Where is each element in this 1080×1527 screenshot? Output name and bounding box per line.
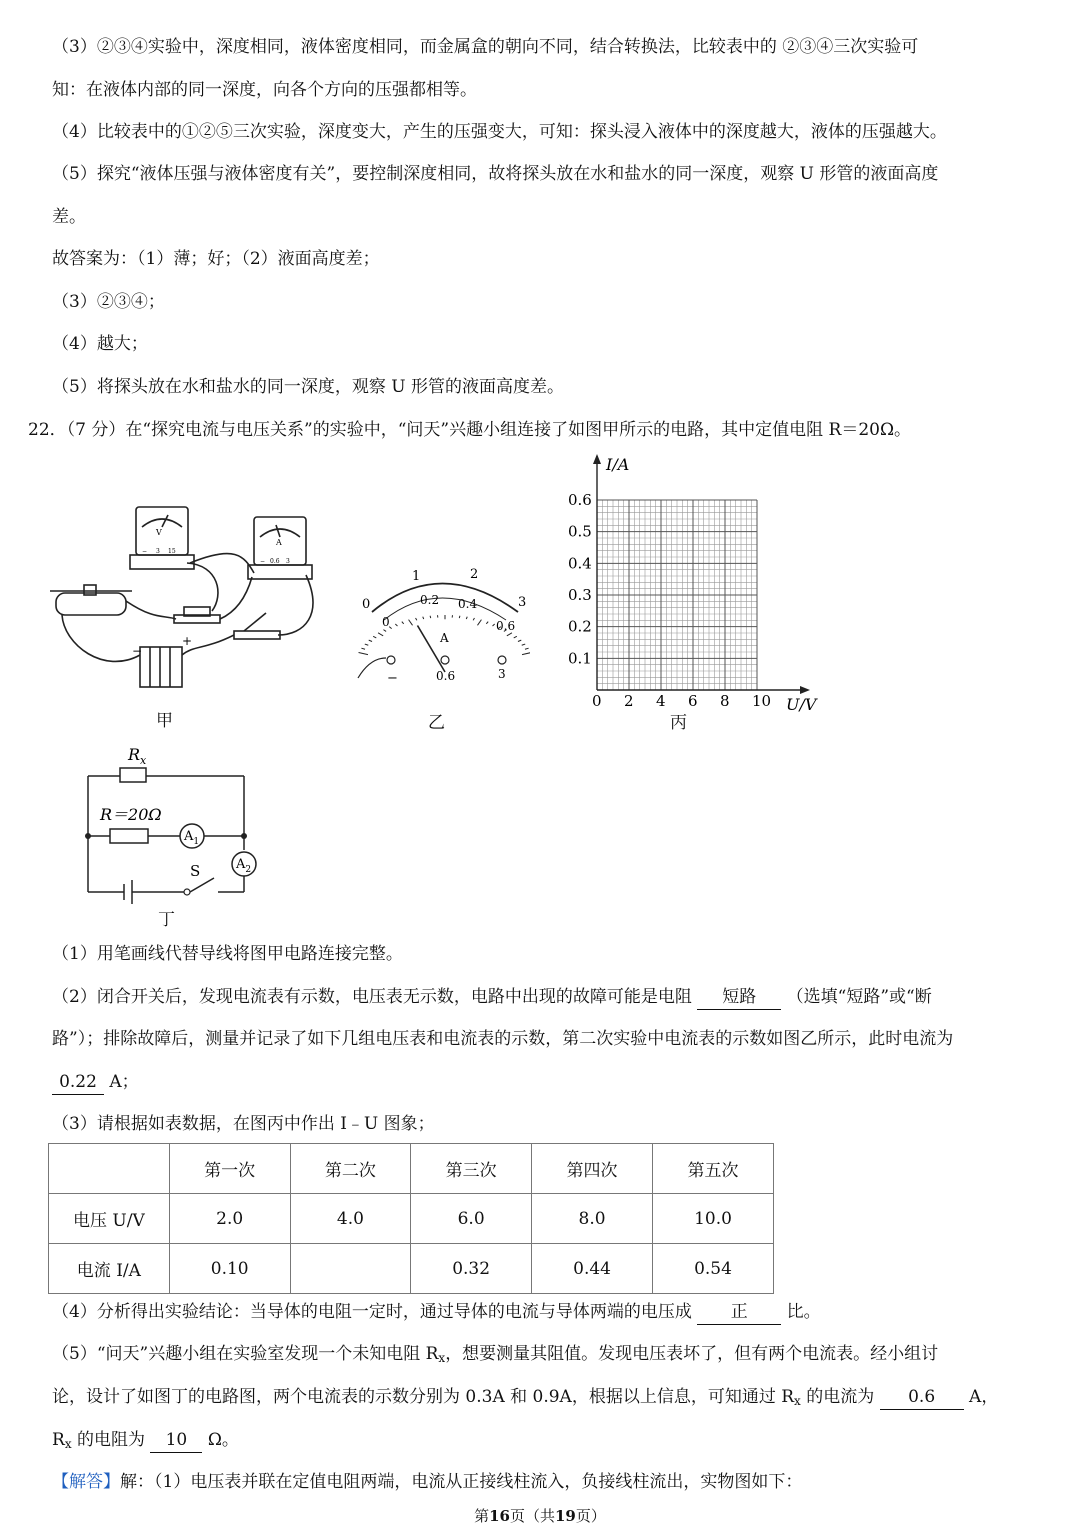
answer-3: （3）②③④； — [52, 292, 165, 312]
answer-blank-proportional: 正 — [697, 1300, 781, 1325]
dial-terminal: 0.6 — [436, 669, 456, 683]
current-page: 16 — [489, 1507, 510, 1525]
switch-label: S — [190, 862, 201, 880]
graph-xtick-label: 4 — [656, 692, 666, 710]
part-2-line-2: 路”）；排除故障后，测量并记录了如下几组电压表和电流表的示数，第二次实验中电流表的示数如图乙所示，此时电流为 — [52, 1029, 954, 1049]
table-cell: 4.0 — [290, 1194, 411, 1244]
dial-outer-label: 0 — [362, 597, 371, 612]
table-cell: 电压 U/V — [49, 1194, 170, 1244]
total-pages: 19 — [555, 1507, 576, 1525]
circuit-r-label: R＝20Ω — [100, 805, 162, 824]
table-cell — [49, 1144, 170, 1194]
figure-label-jia: 甲 — [156, 711, 173, 731]
graph-ytick-label: 0.5 — [568, 522, 592, 541]
answer-blank-current: 0.22 — [52, 1070, 104, 1095]
table-cell: 2.0 — [169, 1194, 290, 1244]
figure-ding-circuit-diagram — [80, 740, 270, 910]
page-footer: 第16页（共19页） — [474, 1507, 606, 1525]
solution-line: 【解答】解：（1）电压表并联在定值电阻两端，电流从正接线柱流入，负接线柱流出，实物图如下： — [52, 1472, 803, 1492]
graph-xtick-label: 6 — [688, 692, 698, 710]
table-cell: 0.10 — [169, 1244, 290, 1294]
graph-ytick-label: 0.3 — [568, 586, 592, 604]
answer-5: （5）将探头放在水和盐水的同一深度，观察 U 形管的液面高度差。 — [52, 377, 564, 397]
graph-xtick-label: 2 — [624, 692, 634, 710]
figure-bing-graph — [560, 450, 830, 712]
table-cell: 10.0 — [653, 1194, 774, 1244]
graph-xtick-label: 8 — [720, 692, 730, 710]
table-cell: 0.32 — [411, 1244, 532, 1294]
answer-blank-rx-resistance: 10 — [150, 1428, 202, 1453]
dial-outer-label: 1 — [412, 569, 421, 584]
text-line-3: （4）比较表中的①②⑤三次实验，深度变大，产生的压强变大，可知：探头浸入液体中的深度越大，液体的压强越大。 — [52, 122, 947, 142]
part-4: （4）分析得出实验结论：当导体的电阻一定时，通过导体的电流与导体两端的电压成 正 比。 — [52, 1300, 1056, 1325]
figure-label-bing: 丙 — [670, 713, 687, 733]
table-cell: 第五次 — [653, 1144, 774, 1194]
graph-ytick-label: 0.6 — [568, 491, 592, 509]
figure-label-ding: 丁 — [158, 910, 175, 930]
figure-yi-ammeter-dial — [350, 560, 530, 690]
table-cell: 0.44 — [532, 1244, 653, 1294]
table-cell: 第三次 — [411, 1144, 532, 1194]
ammeter-letter: A — [276, 538, 282, 547]
ammeter-terminal: 3 — [286, 558, 290, 565]
data-table — [48, 1143, 774, 1294]
answer-summary: 故答案为：（1）薄；好；（2）液面高度差； — [52, 249, 380, 269]
figure-jia-physical-circuit — [44, 505, 314, 695]
text-line-5: 差。 — [52, 207, 86, 227]
question-22: 22．（7 分）在“探究电流与电压关系”的实验中，“问天”兴趣小组连接了如图甲所示的电路，其中定值电阻 R＝20Ω。 — [28, 420, 912, 440]
table-cell: 电流 I/A — [49, 1244, 170, 1294]
graph-ytick-label: 0.2 — [568, 617, 592, 636]
table-row — [49, 1194, 774, 1244]
answer-4: （4）越大； — [52, 334, 148, 354]
part-3: （3）请根据如表数据，在图丙中作出 I﹣U 图象； — [52, 1114, 435, 1134]
table-cell: 第四次 — [532, 1144, 653, 1194]
dial-inner-label: 0.4 — [458, 597, 478, 611]
dial-inner-label: 0 — [382, 615, 390, 629]
ammeter-a2-label: $A_2$ — [236, 857, 252, 875]
text-line-2: 知：在液体内部的同一深度，向各个方向的压强都相等。 — [52, 80, 477, 100]
table-cell — [290, 1244, 411, 1294]
dial-letter: A — [440, 631, 449, 645]
table-cell: 8.0 — [532, 1194, 653, 1244]
dial-outer-label: 2 — [470, 567, 479, 582]
part-2-line-1: （2）闭合开关后，发现电流表有示数，电压表无示数，电路中出现的故障可能是电阻 短路 （选填“短路”或“断 — [52, 985, 1056, 1010]
table-cell: 6.0 — [411, 1194, 532, 1244]
graph-xlabel: U/V — [786, 695, 817, 712]
part-5-line-1: （5）“问天”兴趣小组在实验室发现一个未知电阻 $R_x$，想要测量其阻值。发现电压表坏了，但有两个电流表。经小组讨 — [52, 1344, 939, 1365]
part-5-line-2: 论，设计了如图丁的电路图，两个电流表的示数分别为 0.3A 和 0.9A，根据以上信息，可知通过 $R_x$ 的电流为 0.6 A， — [52, 1387, 999, 1408]
graph-ytick-label: 0.1 — [568, 649, 592, 668]
voltmeter-terminal: − — [142, 548, 148, 555]
text-line-4: （5）探究“液体压强与液体密度有关”，要控制深度相同，故将探头放在水和盐水的同一深度，观察 U 形管的液面高度 — [52, 164, 939, 184]
figure-label-yi: 乙 — [428, 713, 445, 733]
voltmeter-terminal: 3 — [156, 548, 160, 555]
dial-inner-label: 0.2 — [420, 593, 440, 607]
table-cell: 0.54 — [653, 1244, 774, 1294]
circuit-rx-label: $R_x$ — [128, 745, 147, 767]
battery-minus-label: − — [132, 644, 143, 658]
part-5-line-3: $R_x$ 的电阻为 10 Ω。 — [52, 1430, 239, 1451]
graph-ylabel: I/A — [606, 455, 630, 474]
text-line-1: （3）②③④实验中，深度相同，液体密度相同，而金属盒的朝向不同，结合转换法，比较表中的 ②③④三次实验可 — [52, 37, 919, 57]
voltmeter-letter: V — [156, 528, 162, 537]
dial-outer-label: 3 — [518, 595, 527, 610]
answer-blank-short-circuit: 短路 — [697, 985, 781, 1010]
part-1: （1）用笔画线代替导线将图甲电路连接完整。 — [52, 944, 403, 964]
battery-plus-label: + — [182, 634, 193, 648]
ammeter-terminal: − — [260, 558, 266, 565]
table-cell: 第一次 — [169, 1144, 290, 1194]
dial-terminal: − — [387, 671, 398, 686]
ammeter-a1-label: $A_1$ — [184, 829, 200, 847]
dial-inner-label: 0.6 — [496, 619, 516, 633]
table-cell: 第二次 — [290, 1144, 411, 1194]
dial-terminal: 3 — [498, 667, 506, 681]
graph-xtick-label: 10 — [752, 692, 772, 710]
graph-ytick-label: 0.4 — [568, 554, 592, 573]
voltmeter-terminal: 15 — [168, 548, 176, 555]
table-row — [49, 1244, 774, 1294]
table-row — [49, 1144, 774, 1194]
part-2-line-3: 0.22 A； — [52, 1070, 1056, 1095]
graph-xtick-label: 0 — [592, 692, 602, 710]
answer-blank-rx-current: 0.6 — [880, 1385, 964, 1410]
ammeter-terminal: 0.6 — [270, 558, 280, 565]
solution-tag: 【解答】 — [52, 1472, 120, 1492]
